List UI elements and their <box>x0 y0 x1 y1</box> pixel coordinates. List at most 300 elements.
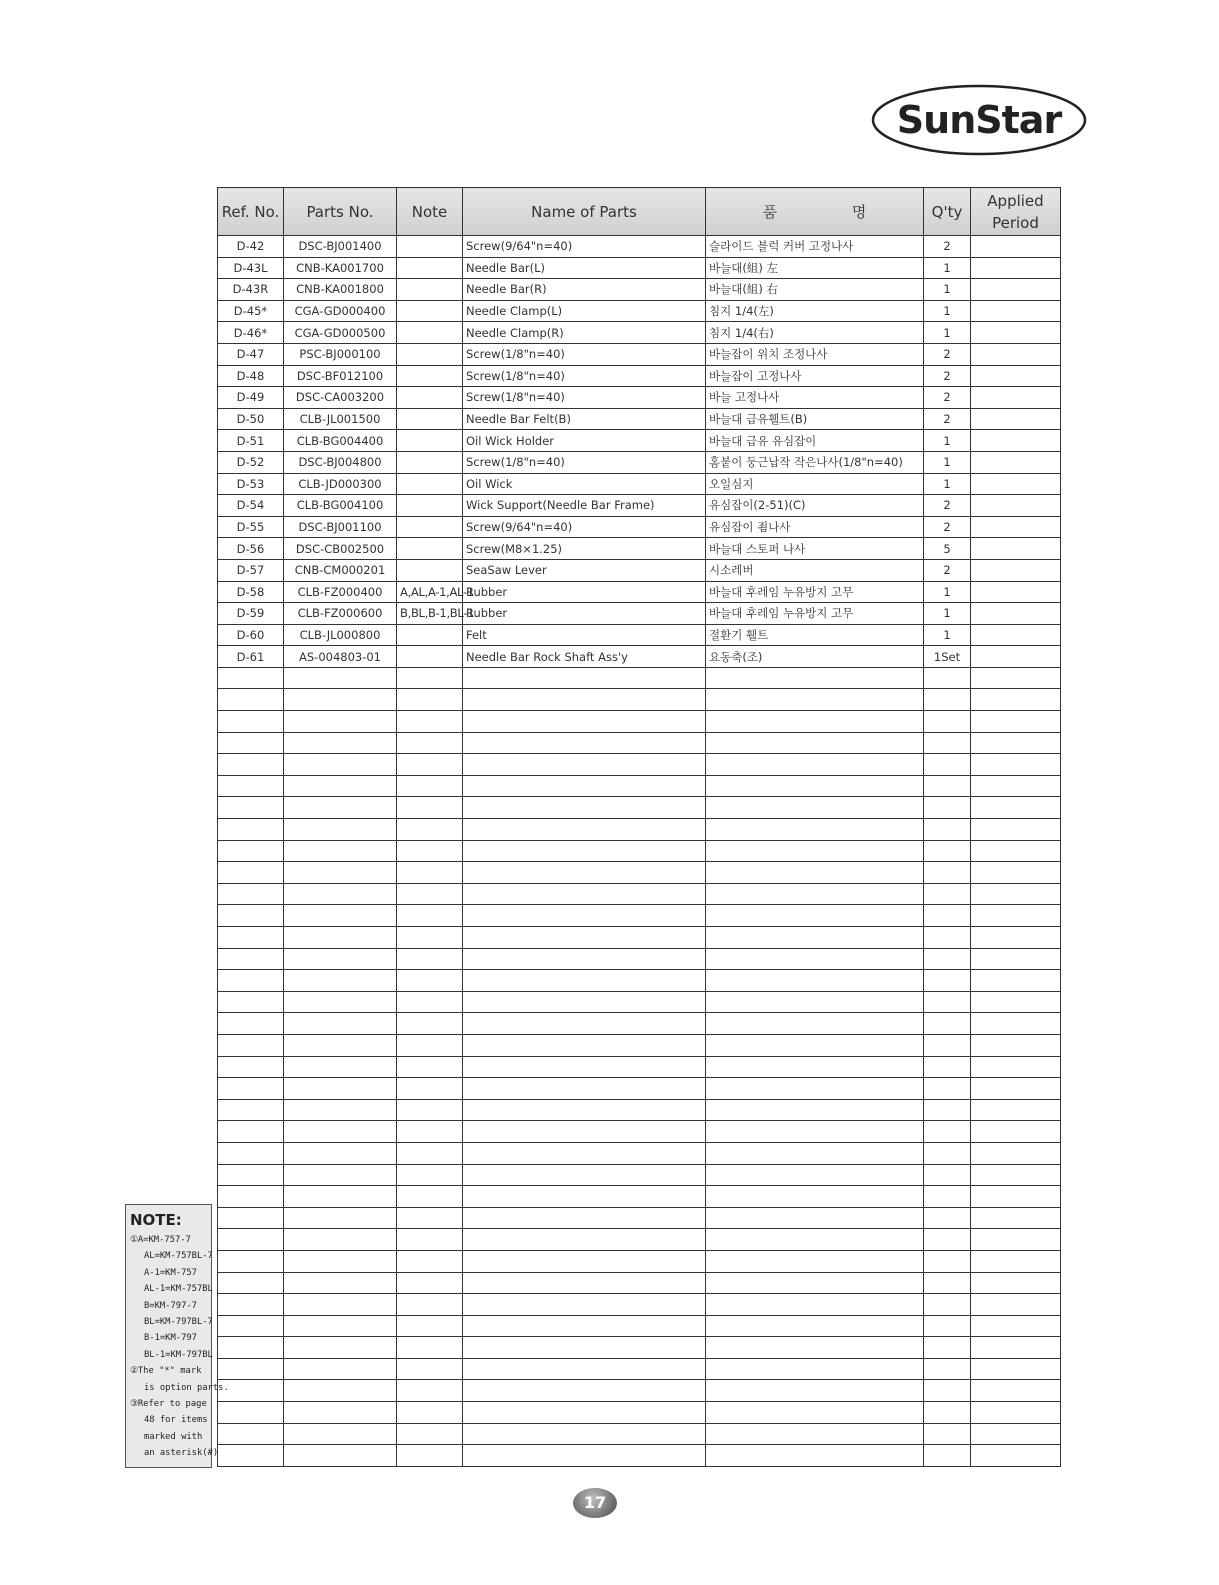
parts-no-cell <box>284 1445 397 1467</box>
note-cell <box>397 1186 463 1208</box>
note-cell <box>397 1229 463 1251</box>
note-cell <box>397 1380 463 1402</box>
ref-no-cell <box>218 732 284 754</box>
korean-name-cell <box>706 1121 924 1143</box>
period-cell <box>971 667 1061 689</box>
korean-name-cell: 오일심지 <box>706 473 924 495</box>
sunstar-logo <box>870 83 1088 157</box>
table-row <box>218 970 1061 992</box>
korean-name-cell: 바늘대 후레임 누유방지 고무 <box>706 581 924 603</box>
note-cell <box>397 1358 463 1380</box>
note-cell <box>397 1078 463 1100</box>
period-cell <box>971 1358 1061 1380</box>
period-cell <box>971 300 1061 322</box>
qty-cell: 2 <box>924 408 971 430</box>
period-cell <box>971 1013 1061 1035</box>
ref-no-cell: D-43L <box>218 257 284 279</box>
parts-no-cell <box>284 1013 397 1035</box>
ref-no-cell <box>218 1099 284 1121</box>
page-number-badge: 17 <box>573 1488 617 1518</box>
name-cell: Screw(9/64"n=40) <box>463 236 706 258</box>
korean-name-cell: 바늘대(組) 右 <box>706 279 924 301</box>
parts-no-cell <box>284 1121 397 1143</box>
korean-name-cell <box>706 883 924 905</box>
qty-cell <box>924 689 971 711</box>
ref-no-cell: D-49 <box>218 387 284 409</box>
qty-cell: 1 <box>924 300 971 322</box>
qty-cell: 1 <box>924 473 971 495</box>
parts-no-cell: AS-004803-01 <box>284 646 397 668</box>
name-cell <box>463 1207 706 1229</box>
ref-no-cell <box>218 1315 284 1337</box>
table-row <box>218 279 1061 301</box>
period-cell <box>971 1121 1061 1143</box>
parts-no-cell <box>284 1337 397 1359</box>
qty-cell <box>924 1445 971 1467</box>
parts-no-cell <box>284 862 397 884</box>
note-cell <box>397 797 463 819</box>
name-cell <box>463 1164 706 1186</box>
table-row <box>218 1380 1061 1402</box>
note-cell <box>397 1034 463 1056</box>
table-header-row <box>218 188 1061 236</box>
ref-no-cell <box>218 991 284 1013</box>
note-cell <box>397 1250 463 1272</box>
table-row <box>218 905 1061 927</box>
period-cell <box>971 343 1061 365</box>
parts-no-cell: CLB-BG004100 <box>284 495 397 517</box>
name-cell <box>463 1358 706 1380</box>
ref-no-cell <box>218 1445 284 1467</box>
name-cell <box>463 840 706 862</box>
qty-cell: 1 <box>924 603 971 625</box>
table-row <box>218 1056 1061 1078</box>
qty-cell: 2 <box>924 495 971 517</box>
table-row <box>218 1402 1061 1424</box>
period-cell <box>971 516 1061 538</box>
note-cell <box>397 451 463 473</box>
note-box <box>125 1204 229 1468</box>
qty-cell <box>924 1337 971 1359</box>
name-cell: Needle Bar Felt(B) <box>463 408 706 430</box>
parts-no-cell <box>284 1229 397 1251</box>
table-row <box>218 927 1061 949</box>
note-cell: B,BL,B-1,BL-1 <box>397 603 463 625</box>
note-cell <box>397 991 463 1013</box>
parts-no-cell: DSC-BJ001400 <box>284 236 397 258</box>
korean-name-cell: 바늘대 스토퍼 나사 <box>706 538 924 560</box>
parts-table <box>217 187 1061 1467</box>
parts-no-cell: DSC-BJ004800 <box>284 451 397 473</box>
qty-cell <box>924 819 971 841</box>
ref-no-cell: D-53 <box>218 473 284 495</box>
table-row <box>218 1250 1061 1272</box>
korean-name-cell: 절환기 휄트 <box>706 624 924 646</box>
parts-no-cell <box>284 1099 397 1121</box>
ref-no-cell <box>218 1078 284 1100</box>
korean-name-cell <box>706 667 924 689</box>
note-cell <box>397 1402 463 1424</box>
korean-name-cell <box>706 970 924 992</box>
table-row <box>218 1078 1061 1100</box>
parts-no-cell: CNB-CM000201 <box>284 559 397 581</box>
korean-name-cell <box>706 1294 924 1316</box>
period-cell <box>971 840 1061 862</box>
table-row <box>218 1272 1061 1294</box>
table-row <box>218 624 1061 646</box>
ref-no-cell <box>218 775 284 797</box>
name-cell <box>463 1056 706 1078</box>
ref-no-cell: D-50 <box>218 408 284 430</box>
period-cell <box>971 711 1061 733</box>
note-line: an asterisk(#) <box>144 1448 219 1459</box>
korean-name-cell: 유심잡이(2-51)(C) <box>706 495 924 517</box>
ref-no-cell <box>218 905 284 927</box>
korean-name-cell: 바늘대(組) 左 <box>706 257 924 279</box>
period-cell <box>971 430 1061 452</box>
qty-cell <box>924 970 971 992</box>
name-cell: Needle Clamp(L) <box>463 300 706 322</box>
note-cell <box>397 862 463 884</box>
ref-no-cell <box>218 883 284 905</box>
qty-cell <box>924 1186 971 1208</box>
period-cell <box>971 1164 1061 1186</box>
qty-cell <box>924 1402 971 1424</box>
table-row <box>218 1294 1061 1316</box>
parts-no-cell <box>284 711 397 733</box>
ref-no-cell <box>218 1229 284 1251</box>
table-row <box>218 538 1061 560</box>
name-cell <box>463 1099 706 1121</box>
name-cell <box>463 711 706 733</box>
period-cell <box>971 1337 1061 1359</box>
parts-no-cell: CLB-JD000300 <box>284 473 397 495</box>
ref-no-cell <box>218 1186 284 1208</box>
qty-cell: 1Set <box>924 646 971 668</box>
parts-no-cell <box>284 689 397 711</box>
korean-name-cell <box>706 775 924 797</box>
table-row <box>218 581 1061 603</box>
period-cell <box>971 1034 1061 1056</box>
period-cell <box>971 1186 1061 1208</box>
period-cell <box>971 559 1061 581</box>
ref-no-cell <box>218 1423 284 1445</box>
ref-no-cell <box>218 1164 284 1186</box>
parts-no-cell <box>284 667 397 689</box>
qty-cell <box>924 1164 971 1186</box>
korean-name-cell <box>706 1445 924 1467</box>
parts-no-cell: DSC-BF012100 <box>284 365 397 387</box>
period-cell <box>971 1315 1061 1337</box>
parts-no-cell <box>284 991 397 1013</box>
note-line: ①A=KM-757-7 <box>130 1235 191 1245</box>
note-cell <box>397 646 463 668</box>
note-cell <box>397 905 463 927</box>
qty-cell <box>924 927 971 949</box>
name-cell <box>463 819 706 841</box>
period-cell <box>971 732 1061 754</box>
note-cell <box>397 624 463 646</box>
period-cell <box>971 775 1061 797</box>
name-cell <box>463 754 706 776</box>
note-cell <box>397 1099 463 1121</box>
table-row <box>218 883 1061 905</box>
ref-no-cell <box>218 1142 284 1164</box>
korean-name-cell: 바늘대 급유 유심잡이 <box>706 430 924 452</box>
header-korean-name: 품 명 <box>706 188 924 236</box>
ref-no-cell: D-57 <box>218 559 284 581</box>
korean-name-cell <box>706 840 924 862</box>
table-row <box>218 343 1061 365</box>
parts-no-cell: CLB-FZ000400 <box>284 581 397 603</box>
table-row <box>218 711 1061 733</box>
table-row <box>218 408 1061 430</box>
period-cell <box>971 797 1061 819</box>
name-cell <box>463 862 706 884</box>
table-row <box>218 797 1061 819</box>
note-cell <box>397 516 463 538</box>
ref-no-cell <box>218 797 284 819</box>
ref-no-cell <box>218 862 284 884</box>
qty-cell <box>924 1207 971 1229</box>
parts-no-cell <box>284 819 397 841</box>
note-cell <box>397 408 463 430</box>
header-parts-no: Parts No. <box>284 188 397 236</box>
name-cell <box>463 883 706 905</box>
period-cell <box>971 905 1061 927</box>
ref-no-cell: D-54 <box>218 495 284 517</box>
korean-name-cell <box>706 1207 924 1229</box>
parts-no-cell <box>284 1250 397 1272</box>
ref-no-cell <box>218 840 284 862</box>
ref-no-cell <box>218 1056 284 1078</box>
note-cell <box>397 236 463 258</box>
note-line: ③Refer to page <box>130 1399 207 1410</box>
table-row <box>218 365 1061 387</box>
ref-no-cell <box>218 1402 284 1424</box>
note-cell <box>397 257 463 279</box>
parts-no-cell: CGA-GD000400 <box>284 300 397 322</box>
korean-name-cell <box>706 1186 924 1208</box>
note-cell <box>397 473 463 495</box>
parts-no-cell <box>284 1358 397 1380</box>
ref-no-cell: D-46* <box>218 322 284 344</box>
ref-no-cell <box>218 1121 284 1143</box>
name-cell: Wick Support(Needle Bar Frame) <box>463 495 706 517</box>
logo-text: SunStar <box>896 98 1062 142</box>
parts-no-cell: PSC-BJ000100 <box>284 343 397 365</box>
name-cell <box>463 1402 706 1424</box>
name-cell: Needle Bar Rock Shaft Ass'y <box>463 646 706 668</box>
korean-name-cell: 바늘대 급유휄트(B) <box>706 408 924 430</box>
period-cell <box>971 495 1061 517</box>
korean-name-cell <box>706 1078 924 1100</box>
parts-no-cell <box>284 1315 397 1337</box>
note-line: BL-1=KM-797BL <box>144 1349 213 1360</box>
ref-no-cell: D-61 <box>218 646 284 668</box>
name-cell: Screw(M8×1.25) <box>463 538 706 560</box>
ref-no-cell <box>218 819 284 841</box>
table-row <box>218 862 1061 884</box>
note-cell <box>397 1272 463 1294</box>
qty-cell <box>924 1229 971 1251</box>
korean-name-cell <box>706 1380 924 1402</box>
parts-no-cell: CGA-GD000500 <box>284 322 397 344</box>
note-cell <box>397 732 463 754</box>
note-cell <box>397 819 463 841</box>
name-cell: Rubber <box>463 581 706 603</box>
korean-name-cell <box>706 689 924 711</box>
ref-no-cell <box>218 948 284 970</box>
name-cell <box>463 1078 706 1100</box>
note-line: 48 for items <box>144 1415 208 1426</box>
ref-no-cell: D-47 <box>218 343 284 365</box>
qty-cell: 2 <box>924 343 971 365</box>
korean-name-cell <box>706 1056 924 1078</box>
table-row <box>218 1142 1061 1164</box>
parts-no-cell <box>284 732 397 754</box>
name-cell: Screw(1/8"n=40) <box>463 451 706 473</box>
parts-no-cell <box>284 1380 397 1402</box>
table-row <box>218 236 1061 258</box>
period-cell <box>971 1078 1061 1100</box>
korean-name-cell <box>706 927 924 949</box>
korean-name-cell: 유심잡이 죔나사 <box>706 516 924 538</box>
note-cell <box>397 1207 463 1229</box>
table-row <box>218 1099 1061 1121</box>
korean-name-cell <box>706 1315 924 1337</box>
period-cell <box>971 1445 1061 1467</box>
qty-cell: 2 <box>924 516 971 538</box>
parts-no-cell <box>284 948 397 970</box>
note-cell <box>397 667 463 689</box>
name-cell: Screw(1/8"n=40) <box>463 343 706 365</box>
parts-no-cell <box>284 1034 397 1056</box>
period-cell <box>971 581 1061 603</box>
qty-cell <box>924 775 971 797</box>
korean-name-cell: 요동축(조) <box>706 646 924 668</box>
table-row <box>218 1121 1061 1143</box>
ref-no-cell <box>218 667 284 689</box>
ref-no-cell <box>218 754 284 776</box>
ref-no-cell: D-48 <box>218 365 284 387</box>
note-cell <box>397 948 463 970</box>
parts-no-cell <box>284 927 397 949</box>
qty-cell <box>924 1099 971 1121</box>
parts-no-cell: DSC-BJ001100 <box>284 516 397 538</box>
table-row <box>218 1034 1061 1056</box>
table-row <box>218 1013 1061 1035</box>
name-cell <box>463 1272 706 1294</box>
table-row <box>218 559 1061 581</box>
name-cell <box>463 970 706 992</box>
note-cell <box>397 430 463 452</box>
korean-name-cell: 바늘대 후레임 누유방지 고무 <box>706 603 924 625</box>
name-cell: Rubber <box>463 603 706 625</box>
note-cell <box>397 1013 463 1035</box>
ref-no-cell <box>218 1250 284 1272</box>
parts-no-cell <box>284 905 397 927</box>
ref-no-cell: D-42 <box>218 236 284 258</box>
note-cell <box>397 1315 463 1337</box>
qty-cell <box>924 1315 971 1337</box>
note-line: is option parts. <box>144 1382 229 1393</box>
name-cell <box>463 1013 706 1035</box>
ref-no-cell: D-58 <box>218 581 284 603</box>
name-cell <box>463 689 706 711</box>
name-cell <box>463 732 706 754</box>
table-row <box>218 1186 1061 1208</box>
period-cell <box>971 1272 1061 1294</box>
period-cell <box>971 970 1061 992</box>
name-cell: Screw(1/8"n=40) <box>463 365 706 387</box>
note-cell <box>397 495 463 517</box>
qty-cell: 1 <box>924 279 971 301</box>
qty-cell: 1 <box>924 451 971 473</box>
period-cell <box>971 1229 1061 1251</box>
table-row <box>218 1358 1061 1380</box>
note-cell: A,AL,A-1,AL-1 <box>397 581 463 603</box>
name-cell: Needle Bar(L) <box>463 257 706 279</box>
period-cell <box>971 603 1061 625</box>
period-cell <box>971 689 1061 711</box>
name-cell <box>463 991 706 1013</box>
qty-cell: 1 <box>924 430 971 452</box>
name-cell <box>463 1250 706 1272</box>
qty-cell <box>924 991 971 1013</box>
ref-no-cell <box>218 1358 284 1380</box>
parts-no-cell: CNB-KA001800 <box>284 279 397 301</box>
parts-no-cell <box>284 1423 397 1445</box>
korean-name-cell: 바늘잡이 위치 조정나사 <box>706 343 924 365</box>
note-cell <box>397 1142 463 1164</box>
parts-no-cell <box>284 1272 397 1294</box>
name-cell <box>463 1445 706 1467</box>
qty-cell: 1 <box>924 322 971 344</box>
period-cell <box>971 279 1061 301</box>
table-row <box>218 732 1061 754</box>
ref-no-cell: D-56 <box>218 538 284 560</box>
qty-cell <box>924 1272 971 1294</box>
name-cell <box>463 1186 706 1208</box>
header-name-of-parts: Name of Parts <box>463 188 706 236</box>
ref-no-cell <box>218 1013 284 1035</box>
table-row <box>218 948 1061 970</box>
korean-name-cell <box>706 732 924 754</box>
parts-no-cell <box>284 1402 397 1424</box>
name-cell <box>463 948 706 970</box>
note-cell <box>397 1164 463 1186</box>
qty-cell <box>924 840 971 862</box>
name-cell <box>463 1294 706 1316</box>
note-cell <box>397 1121 463 1143</box>
qty-cell: 1 <box>924 581 971 603</box>
parts-no-cell <box>284 840 397 862</box>
korean-name-cell <box>706 1250 924 1272</box>
period-cell <box>971 1099 1061 1121</box>
parts-no-cell: DSC-CB002500 <box>284 538 397 560</box>
period-cell <box>971 646 1061 668</box>
parts-no-cell: CLB-JL001500 <box>284 408 397 430</box>
period-cell <box>971 451 1061 473</box>
period-cell <box>971 365 1061 387</box>
note-line: BL=KM-797BL-7 <box>144 1317 213 1328</box>
note-cell <box>397 343 463 365</box>
table-row <box>218 603 1061 625</box>
korean-name-cell: 바늘잡이 고정나사 <box>706 365 924 387</box>
korean-name-cell <box>706 1099 924 1121</box>
parts-no-cell <box>284 1142 397 1164</box>
